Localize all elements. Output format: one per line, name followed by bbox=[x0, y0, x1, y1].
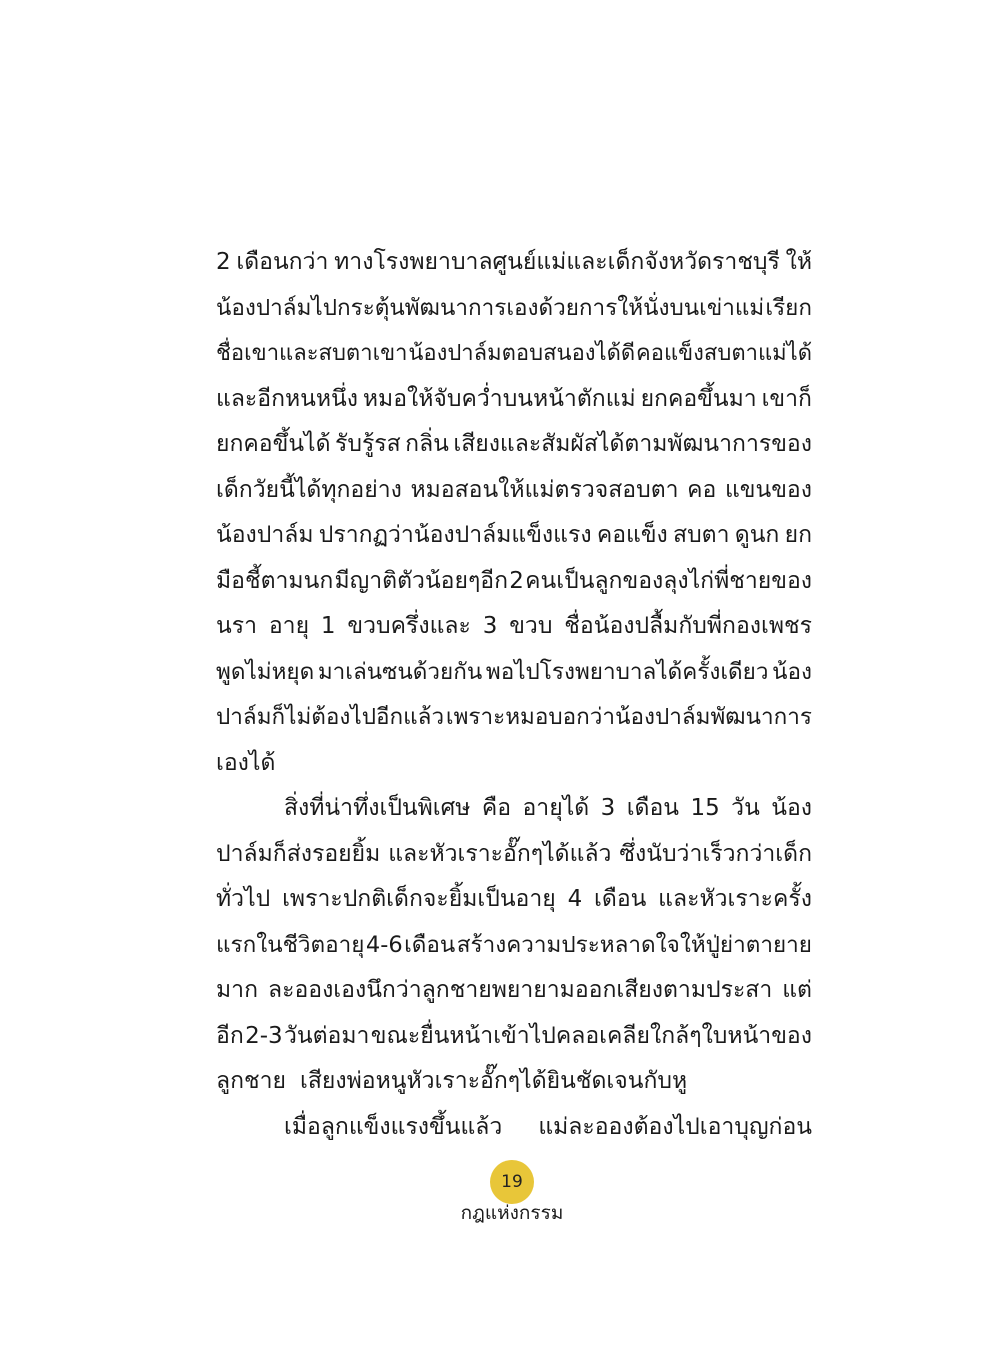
text-word: ให้ bbox=[785, 249, 812, 275]
text-word: เด็กวัยนี้ได้ทุกอย่าง bbox=[216, 476, 402, 503]
text-line bbox=[216, 1059, 812, 1105]
text-word: มือชี้ตามนก bbox=[216, 567, 334, 594]
text-word: ปรากฏว่าน้องปาล์มแข็งแรง bbox=[318, 522, 592, 548]
text-line bbox=[216, 695, 812, 741]
text-word: ขณะยื่นหน้าเข้าไปคลอเคลียใกล้ๆใบหน้าของ bbox=[370, 1022, 812, 1049]
text-line bbox=[216, 331, 812, 377]
text-word: กลิ่น bbox=[405, 431, 449, 457]
text-word: เรียก bbox=[765, 294, 812, 321]
text-line bbox=[216, 786, 812, 832]
text-word: อายุ bbox=[268, 613, 310, 639]
text-word: เดือนกว่า bbox=[236, 249, 329, 275]
text-word: คอแข็ง bbox=[596, 522, 668, 548]
text-word: มาเล่นซนด้วยกัน bbox=[317, 658, 483, 685]
text-word: มาก bbox=[216, 977, 259, 1003]
text-word: แต่ bbox=[782, 977, 812, 1003]
text-line bbox=[216, 286, 812, 332]
text-word: หมอสอนให้แม่ตรวจสอบตา bbox=[410, 476, 679, 503]
text-word: ขวบ bbox=[509, 613, 553, 639]
text-word: นรา bbox=[216, 613, 257, 639]
text-word: น้องปาล์ม bbox=[216, 522, 314, 548]
text-word: น้องปาล์มตอบสนองได้ดี bbox=[408, 341, 636, 366]
text-word: เดือน bbox=[626, 795, 680, 821]
text-word: เองได้ bbox=[216, 749, 276, 776]
text-word: 3 bbox=[482, 613, 498, 639]
text-word: หมอให้จับคว่ำบนหน้าตักแม่ bbox=[362, 385, 636, 412]
text-word: ชื่อเขาและสบตาเขา bbox=[216, 341, 408, 366]
text-word: เพราะหมอบอกว่าน้องปาล์มพัฒนาการ bbox=[445, 704, 812, 730]
text-line bbox=[216, 468, 812, 514]
text-word: 2 bbox=[509, 567, 524, 594]
text-line bbox=[216, 513, 812, 559]
text-word: น้องปาล์มไปกระตุ้นพัฒนาการเองด้วยการให้นั่งบนเข่าแม่ bbox=[216, 294, 765, 321]
text-word: เพราะปกติเด็กจะยิ้มเป็นอายุ bbox=[282, 886, 556, 912]
text-word: คนเป็นลูกของลุงไก่พี่ชายของ bbox=[525, 567, 812, 594]
text-word: มีญาติตัวน้อยๆอีก bbox=[334, 567, 509, 594]
text-word: ชื่อน้องปลื้มกับพี่กองเพชร bbox=[564, 613, 812, 639]
text-word: เดือน bbox=[404, 931, 456, 958]
text-word: ซึ่งนับว่าเร็วกว่าเด็ก bbox=[619, 840, 812, 867]
text-word: 2 bbox=[216, 249, 231, 275]
text-word: และอีกหนหนึ่ง bbox=[216, 385, 359, 412]
body-text bbox=[216, 240, 812, 1150]
text-word: เดือน bbox=[594, 886, 647, 912]
text-word: ปาล์มก็ส่งรอยยิ้ม bbox=[216, 840, 381, 867]
text-line bbox=[216, 1014, 812, 1060]
text-word: สิ่งที่น่าทึ่งเป็นพิเศษ bbox=[284, 795, 471, 821]
text-line bbox=[216, 968, 812, 1014]
text-word: ยกคอขึ้นได้ bbox=[216, 431, 331, 457]
text-word: น้อง bbox=[771, 795, 812, 821]
text-word: เสียงพ่อหนูหัวเราะอั๊กๆได้ยินชัดเจนกับหู bbox=[300, 1068, 688, 1094]
text-word: ทางโรงพยาบาลศูนย์แม่และเด็กจังหวัดราชบุรี bbox=[334, 249, 780, 275]
text-word: เมื่อลูกแข็งแรงขึ้นแล้ว bbox=[284, 1113, 503, 1140]
text-word: 2-3 bbox=[245, 1022, 283, 1049]
footer-book-title: กฎแห่งกรรม bbox=[460, 1202, 564, 1224]
text-word: 4 bbox=[567, 886, 583, 912]
text-word: อีก bbox=[216, 1022, 244, 1049]
text-line bbox=[216, 604, 812, 650]
text-word: แม่ละอองต้องไปเอาบุญก่อน bbox=[538, 1113, 812, 1140]
text-word: คอแข็งสบตาแม่ได้ bbox=[636, 341, 812, 366]
text-word: ทั่วไป bbox=[216, 886, 271, 912]
text-word: แขนของ bbox=[724, 476, 812, 503]
text-line bbox=[216, 559, 812, 605]
text-word: ยกคอขึ้นมา bbox=[640, 385, 757, 412]
text-word: สบตา bbox=[673, 522, 730, 548]
text-word: คือ bbox=[481, 795, 512, 821]
text-word: วัน bbox=[731, 795, 760, 821]
text-line bbox=[216, 1105, 812, 1151]
text-line bbox=[216, 422, 812, 468]
text-word: น้อง bbox=[772, 658, 812, 685]
text-word: 1 bbox=[320, 613, 336, 639]
text-word: 4-6 bbox=[365, 931, 403, 958]
text-word: สร้างความประหลาดใจให้ปู่ย่าตายาย bbox=[456, 931, 812, 958]
text-word: พอไปโรงพยาบาลได้ครั้งเดียว bbox=[485, 658, 769, 685]
text-word: และหัวเราะครั้ง bbox=[658, 886, 812, 912]
text-line bbox=[216, 923, 812, 969]
text-word: ขวบครึ่งและ bbox=[347, 613, 471, 639]
text-word: ลูกชาย bbox=[216, 1068, 287, 1094]
text-word: แรกในชีวิตอายุ bbox=[216, 931, 365, 958]
text-word: ยก bbox=[784, 522, 812, 548]
text-word: 3 bbox=[600, 795, 616, 821]
text-line bbox=[216, 240, 812, 286]
text-word: ปาล์มก็ไม่ต้องไปอีกแล้ว bbox=[216, 704, 445, 730]
text-word: เสียงและสัมผัสได้ตามพัฒนาการของ bbox=[453, 431, 812, 457]
text-line bbox=[216, 877, 812, 923]
page-number: 19 bbox=[501, 1172, 523, 1192]
text-word: รับรู้รส bbox=[335, 431, 401, 457]
text-word: พูดไม่หยุด bbox=[216, 658, 315, 685]
text-line bbox=[216, 741, 812, 787]
text-word: คอ bbox=[687, 476, 717, 503]
text-line bbox=[216, 650, 812, 696]
text-word: 15 bbox=[690, 795, 720, 821]
text-word: อายุได้ bbox=[522, 795, 590, 821]
text-word: วันต่อมา bbox=[283, 1022, 370, 1049]
text-word: ดูนก bbox=[734, 522, 780, 548]
text-line bbox=[216, 377, 812, 423]
text-word: และหัวเราะอั๊กๆได้แล้ว bbox=[388, 840, 612, 867]
text-word: ละอองเองนึกว่าลูกชายพยายามออกเสียงตามประสา bbox=[268, 977, 773, 1003]
text-line bbox=[216, 832, 812, 878]
text-word: เขาก็ bbox=[761, 385, 812, 412]
